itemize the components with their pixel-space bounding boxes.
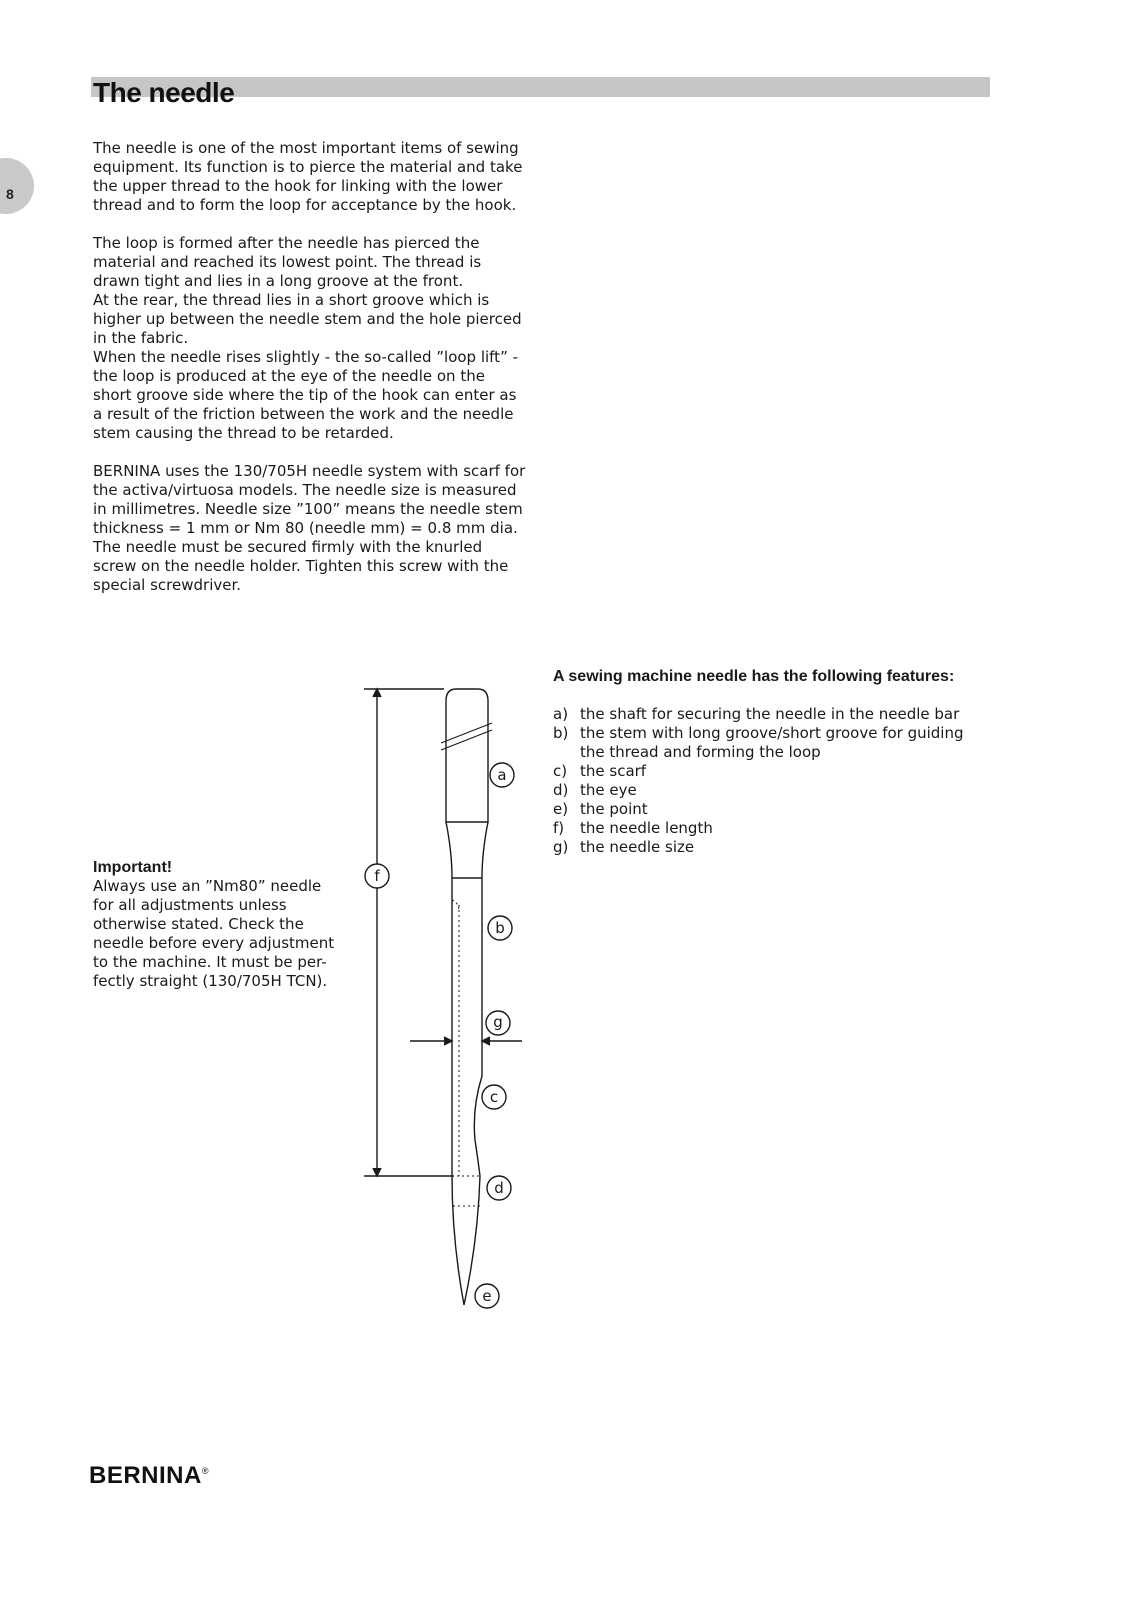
important-text: Always use an ”Nm80” needle for all adjustments unless otherwise stated. Check the needle before every adjustment to the machine. It must be per- fectly straight (130/705H TCN). (93, 877, 335, 990)
label-g: g (493, 1013, 503, 1031)
size-arrow-left (444, 1037, 452, 1045)
registered-mark: ® (201, 1466, 209, 1476)
needle-point (452, 1176, 480, 1305)
feature-text: the needle size (580, 838, 695, 856)
logo-text: BERNINA (89, 1462, 202, 1489)
feature-text: the eye (580, 781, 637, 799)
label-f: f (374, 867, 380, 885)
paragraph-intro: The needle is one of the most important items of sewing equipment. Its function is to pierce the material and take the upper thread to the hook for linking with the lower thread and to form the loop for acceptance by the hook. (93, 139, 523, 214)
paragraph-loop: The loop is formed after the needle has pierced the material and reached its lowest point. The thread is drawn tight and lies in a long groove at the front. At the rear, the thread lies in a short groove which is higher up between the needle stem and the hole pierced in the fabric. When the needle rises slightly - the so-called ”loop lift” - the loop is produced at the eye of the needle on the short groove side where the tip of the hook can enter as a result of the friction between the work and the needle stem causing the thread to be retarded. (93, 234, 522, 442)
feature-letter: c) (553, 762, 568, 780)
needle-shaft (446, 689, 488, 822)
feature-text: the scarf (580, 762, 647, 780)
feature-letter: b) (553, 724, 569, 742)
groove-top (452, 900, 459, 910)
feature-letter: g) (553, 838, 569, 856)
features-title: A sewing machine needle has the following features: (553, 668, 955, 685)
feature-letter: d) (553, 781, 569, 799)
feature-letter: e) (553, 800, 569, 818)
feature-text: the point (580, 800, 648, 818)
feature-letter: a) (553, 705, 569, 723)
feature-text: the needle length (580, 819, 713, 837)
length-arrow-top (373, 689, 381, 697)
label-a: a (497, 766, 507, 784)
needle-shoulder (446, 822, 488, 878)
needle-scarf (474, 1076, 482, 1176)
feature-letter: f) (553, 819, 565, 837)
label-d: d (494, 1179, 504, 1197)
length-arrow-bottom (373, 1168, 381, 1176)
paragraph-system: BERNINA uses the 130/705H needle system with scarf for the activa/virtuosa models. The needle size is measured in millimetres. Needle size ”100” means the needle stem thickness = 1 mm or Nm 80 (needle mm) = 0.8 mm dia. The needle must be secured firmly with the knurled screw on the needle holder. Tighten this screw with the special screwdriver. (93, 462, 526, 594)
shaft-break-mark (441, 723, 492, 750)
feature-text: the shaft for securing the needle in the needle bar (580, 705, 960, 723)
important-title: Important! (93, 859, 173, 876)
label-e: e (482, 1287, 492, 1305)
size-arrow-right (482, 1037, 490, 1045)
feature-text: the stem with long groove/short groove for guiding the thread and forming the loop (580, 724, 964, 761)
label-c: c (489, 1088, 499, 1106)
label-b: b (495, 919, 505, 937)
bernina-logo (89, 1462, 209, 1490)
page-number: 8 (6, 186, 14, 202)
page-title: The needle (93, 77, 235, 108)
